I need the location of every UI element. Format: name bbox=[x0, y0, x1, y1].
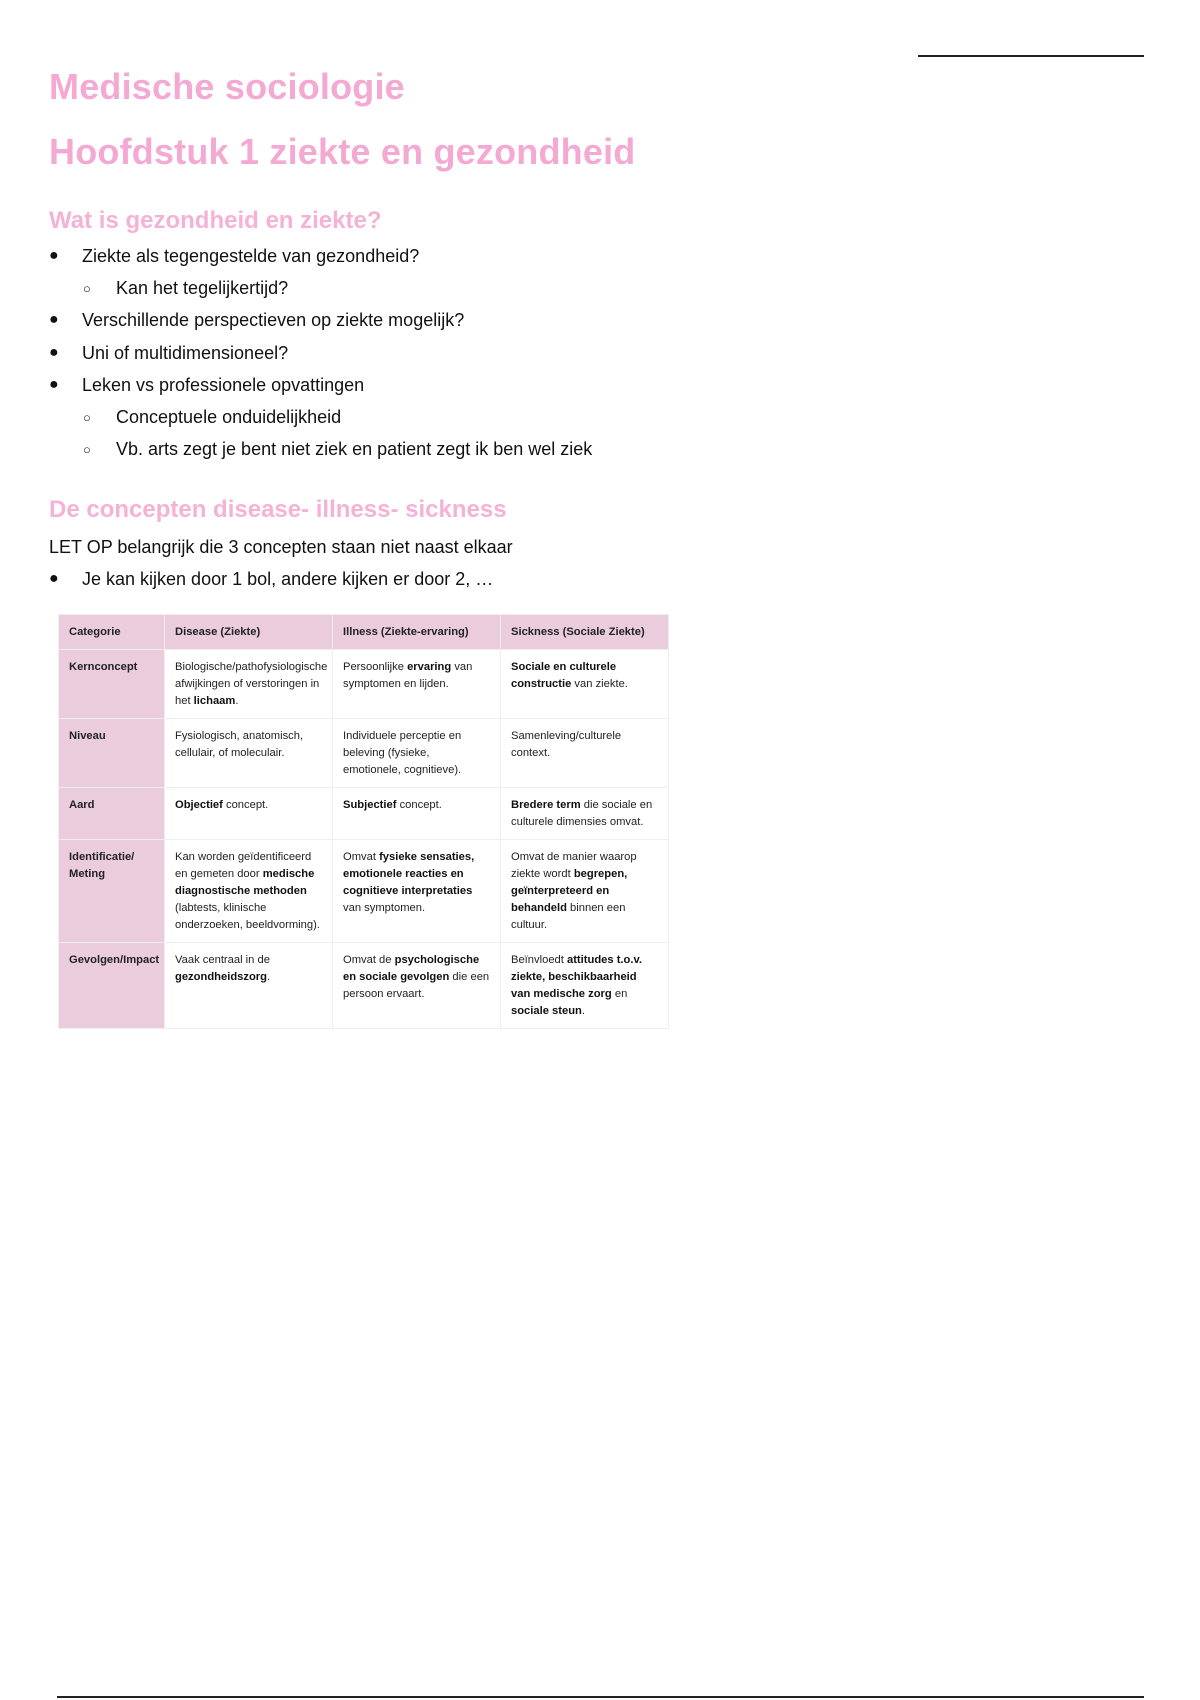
table-cell: Omvat de manier waarop ziekte wordt begrepen, geïnterpreteerd en behandeld binnen een cultuur. bbox=[501, 840, 669, 943]
row-label-cell: Kernconcept bbox=[59, 650, 165, 719]
concepts-note: LET OP belangrijk die 3 concepten staan niet naast elkaar bbox=[49, 537, 513, 557]
hollow-bullet-icon: ○ bbox=[83, 442, 91, 457]
table-header-cell: Illness (Ziekte-ervaring) bbox=[333, 615, 501, 650]
row-label-cell: Aard bbox=[59, 788, 165, 840]
footer-rule bbox=[57, 1696, 1144, 1698]
table-cell: Sociale en culturele constructie van ziekte. bbox=[501, 650, 669, 719]
table-cell: Fysiologisch, anatomisch, cellulair, of moleculair. bbox=[165, 719, 333, 788]
concepts-table bbox=[58, 614, 669, 1029]
table-cell: Bredere term die sociale en culturele dimensies omvat. bbox=[501, 788, 669, 840]
row-label-cell: Gevolgen/Impact bbox=[59, 943, 165, 1029]
table-cell: Biologische/pathofysiologische afwijkingen of verstoringen in het lichaam. bbox=[165, 650, 333, 719]
bullet-icon: ● bbox=[49, 570, 59, 587]
table-cell: Individuele perceptie en beleving (fysieke, emotionele, cognitieve). bbox=[333, 719, 501, 788]
table-cell: Objectief concept. bbox=[165, 788, 333, 840]
table-header-cell: Categorie bbox=[59, 615, 165, 650]
bullet-icon: ● bbox=[49, 247, 59, 264]
table-row bbox=[59, 788, 669, 840]
section-heading-health: Wat is gezondheid en ziekte? bbox=[49, 207, 382, 234]
section-heading-concepts: De concepten disease- illness- sickness bbox=[49, 496, 507, 523]
table-cell: Omvat fysieke sensaties, emotionele reacties en cognitieve interpretaties van symptomen. bbox=[333, 840, 501, 943]
bullet-icon: ● bbox=[49, 376, 59, 393]
concepts-table-container bbox=[58, 614, 668, 1029]
table-row bbox=[59, 943, 669, 1029]
table-header-cell: Disease (Ziekte) bbox=[165, 615, 333, 650]
table-cell: Beïnvloedt attitudes t.o.v. ziekte, beschikbaarheid van medische zorg en sociale steun. bbox=[501, 943, 669, 1029]
table-row bbox=[59, 840, 669, 943]
document-title: Medische sociologie bbox=[49, 66, 405, 107]
table-header-row bbox=[59, 615, 669, 650]
bullet-icon: ● bbox=[49, 311, 59, 328]
row-label-cell: Identificatie/ Meting bbox=[59, 840, 165, 943]
hollow-bullet-icon: ○ bbox=[83, 410, 91, 425]
table-header-cell: Sickness (Sociale Ziekte) bbox=[501, 615, 669, 650]
hollow-bullet-icon: ○ bbox=[83, 281, 91, 296]
table-cell: Persoonlijke ervaring van symptomen en lijden. bbox=[333, 650, 501, 719]
table-cell: Subjectief concept. bbox=[333, 788, 501, 840]
table-row bbox=[59, 650, 669, 719]
header-rule bbox=[918, 55, 1144, 57]
table-row bbox=[59, 719, 669, 788]
table-cell: Omvat de psychologische en sociale gevolgen die een persoon ervaart. bbox=[333, 943, 501, 1029]
chapter-title: Hoofdstuk 1 ziekte en gezondheid bbox=[49, 131, 636, 172]
row-label-cell: Niveau bbox=[59, 719, 165, 788]
table-cell: Kan worden geïdentificeerd en gemeten door medische diagnostische methoden (labtests, klinische onderzoeken, beeldvorming). bbox=[165, 840, 333, 943]
bullet-icon: ● bbox=[49, 344, 59, 361]
table-cell: Vaak centraal in de gezondheidszorg. bbox=[165, 943, 333, 1029]
table-cell: Samenleving/culturele context. bbox=[501, 719, 669, 788]
